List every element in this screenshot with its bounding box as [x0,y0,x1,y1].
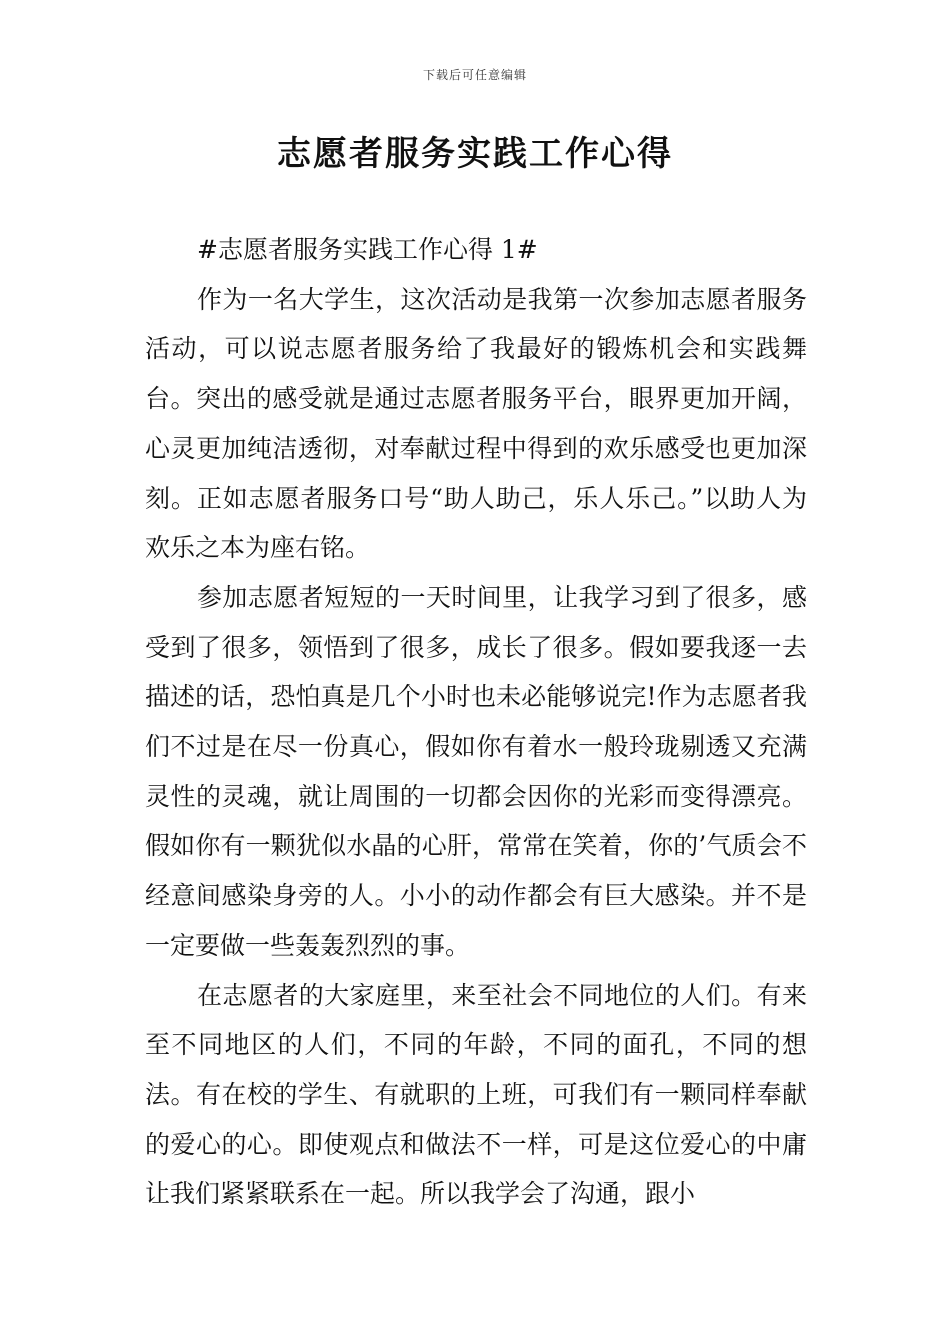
paragraph-3: 在志愿者的大家庭里，来至社会不同地位的人们。有来至不同地区的人们，不同的年龄，不同的面孔，不同的想法。有在校的学生、有就职的上班，可我们有一颗同样奉献的爱心的心。即使观点和做法不一样，可是这位爱心的中庸让我们紧紧联系在一起。所以我学会了沟通，跟小 [145,980,807,1209]
document-title: 志愿者服务实践工作心得 [277,134,673,174]
paragraph-2: 参加志愿者短短的一天时间里，让我学习到了很多，感受到了很多，领悟到了很多，成长了很多。假如要我逐一去描述的话，恐怕真是几个小时也未必能够说完!作为志愿者我们不过是在尽一份真心，假如你有着水一般玲珑剔透又充满灵性的灵魂，就让周围的一切都会因你的光彩而变得漂亮。假如你有一颗犹似水晶的心肝，常常在笑着，你的’气质会不经意间感染身旁的人。小小的动作都会有巨大感染。并不是一定要做一些轰轰烈烈的事。 [145,582,807,960]
page-header-note: 下载后可任意编辑 [422,68,527,82]
paragraph-1: 作为一名大学生，这次活动是我第一次参加志愿者服务活动，可以说志愿者服务给了我最好的锻炼机会和实践舞台。突出的感受就是通过志愿者服务平台，眼界更加开阔，心灵更加纯洁透彻，对奉献过程中得到的欢乐感受也更加深刻。正如志愿者服务口号“助人助己，乐人乐己。”以助人为欢乐之本为座右铭。 [145,284,807,563]
section-heading: #志愿者服务实践工作心得 1# [197,235,538,264]
document-body [145,225,807,1219]
